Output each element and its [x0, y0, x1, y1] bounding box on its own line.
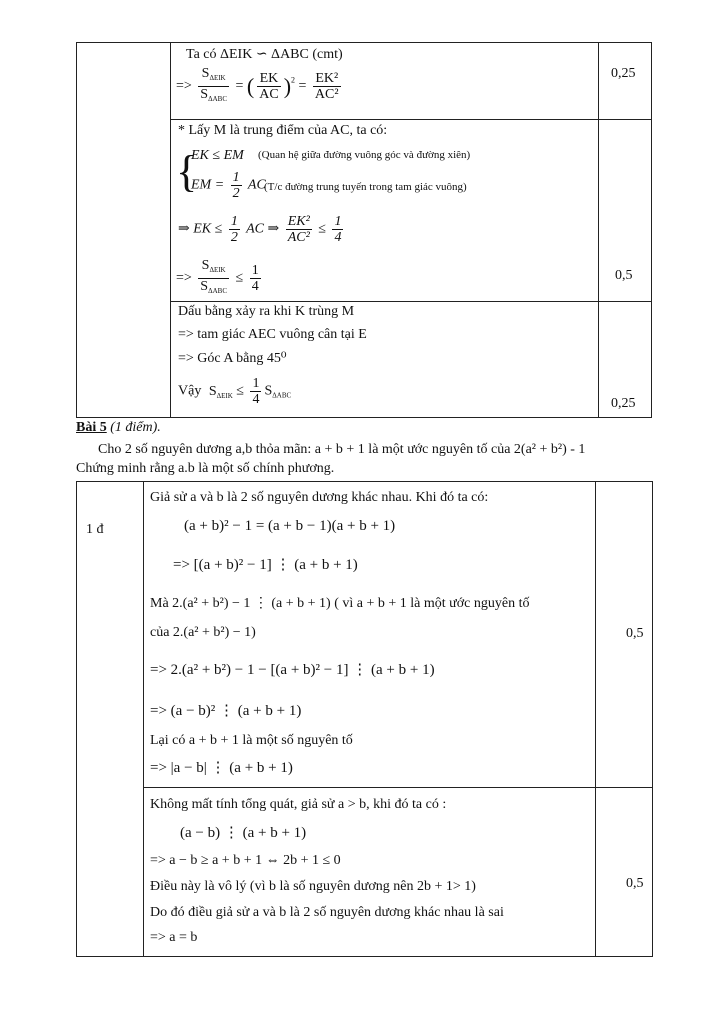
t1-row-divider-1: [170, 119, 652, 120]
t1-row-divider-2: [170, 301, 652, 302]
t1-top-border: [76, 42, 652, 43]
t1-r2-brace: {: [176, 147, 198, 196]
t1-col-divider-1: [170, 42, 171, 418]
t1-r1-line1: Ta có ΔEIK ∽ ΔABC (cmt): [186, 47, 343, 62]
t1-r1-arrow: =>: [176, 78, 192, 94]
t1-r3-line2: => tam giác AEC vuông cân tại E: [178, 327, 367, 342]
t2-b1-cua: của 2.(a² + b²) − 1): [150, 625, 256, 640]
t1-r2-implication: ⇒ EK ≤ $\frac{1}{2}$ AC ⇒ $\frac{\text{EK²}}{\text{AC²}}$ ≤ $\frac{1}{4}$: [178, 214, 342, 245]
bai5-statement-line1: Cho 2 số nguyên dương a,b thỏa mãn: a + b + 1 là một ước nguyên tố của 2(a² + b²) - 1: [98, 442, 586, 457]
t1-r2-score: 0,5: [615, 268, 633, 283]
t2-b1-laico: Lại có a + b + 1 là một số nguyên tố: [150, 733, 353, 748]
t2-col-divider-1: [143, 481, 144, 957]
t2-b1-eq5: => |a − b| ⋮ (a + b + 1): [150, 760, 293, 776]
t2-col-divider-2: [595, 481, 596, 957]
t1-r2-case1-note: (Quan hệ giữa đường vuông góc và đường xiên): [258, 149, 471, 161]
t1-bottom-border: [76, 417, 652, 418]
t2-b1-ma: Mà 2.(a² + b²) − 1 ⋮ (a + b + 1) ( vì a + b + 1 là một ước nguyên tố: [150, 596, 530, 611]
bai5-statement-line2: Chứng minh rằng a.b là một số chính phương.: [76, 461, 335, 476]
t1-r1-formula: => $\frac{S_{\Delta EIK}}{S_{\Delta ABC}}$ = ( $\frac{EK}{AC}$ )$^2$ = $\frac{\text{EK²}}{\text{AC²}}$: [176, 66, 344, 107]
t2-b2-intro: Không mất tính tổng quát, giả sử a > b, khi đó ta có :: [150, 797, 447, 812]
t2-b1-score: 0,5: [626, 626, 644, 641]
t1-r3-conclusion: Vậy $S_{\Delta EIK}$ ≤ $\frac{1}{4}$ $S_{\Delta ABC}$: [178, 376, 292, 407]
t2-b2-l3: Điều này là vô lý (vì b là số nguyên dương nên 2b + 1> 1): [150, 879, 476, 894]
t1-r2-case2-math: EM = $\frac{1}{2}$ AC: [191, 170, 266, 201]
t2-right-border: [652, 481, 653, 957]
t1-col-divider-2: [598, 42, 599, 418]
t1-r3-line1: Dấu bằng xảy ra khi K trùng M: [178, 304, 355, 319]
bai5-points: (1 điểm).: [110, 420, 161, 435]
t1-r1-square-ratio: $\frac{\text{EK²}}{\text{AC²}}$: [314, 71, 339, 102]
t1-r2-case1-math: EK ≤ EM: [191, 148, 244, 163]
t1-left-border: [76, 42, 77, 418]
t2-top-border: [76, 481, 653, 482]
t1-r2-intro: * Lấy M là trung điểm của AC, ta có:: [178, 123, 388, 138]
t2-b1-eq4: => (a − b)² ⋮ (a + b + 1): [150, 703, 302, 719]
t1-r3-score: 0,25: [611, 396, 636, 411]
t1-r1-score: 0,25: [611, 66, 636, 81]
bai5-heading: [76, 420, 161, 436]
t2-b2-l5: => a = b: [150, 930, 198, 945]
t2-b2-eq2: => a − b ≥ a + b + 1 ⇔ 2b + 1 ≤ 0: [150, 853, 341, 868]
t1-r1-side-ratio: $\frac{EK}{AC}$: [259, 71, 279, 102]
t2-b1-eq2: => [(a + b)² − 1] ⋮ (a + b + 1): [173, 557, 358, 573]
t1-r1-area-ratio: $\frac{S_{\Delta EIK}}{S_{\Delta ABC}}$: [198, 66, 229, 107]
t2-b1-intro: Giả sử a và b là 2 số nguyên dương khác nhau. Khi đó ta có:: [150, 490, 489, 505]
bai5-title: Bài 5: [76, 420, 107, 435]
t2-b1-eq3: => 2.(a² + b²) − 1 − [(a + b)² − 1] ⋮ (a + b + 1): [150, 662, 435, 678]
t1-right-border: [651, 42, 652, 418]
t2-bottom-border: [76, 956, 653, 957]
t1-r3-line3: => Góc A bằng 45⁰: [178, 351, 287, 366]
t2-label: 1 đ: [86, 522, 104, 537]
t2-b2-l4: Do đó điều giả sử a và b là 2 số nguyên dương khác nhau là sai: [150, 905, 504, 920]
t2-b1-eq1: (a + b)² − 1 = (a + b − 1)(a + b + 1): [184, 518, 396, 534]
t2-b2-score: 0,5: [626, 876, 644, 891]
t2-row-divider: [143, 787, 653, 788]
t1-r2-area-bound: => $\frac{S_{\Delta EIK}}{S_{\Delta ABC}}$ ≤ $\frac{1}{4}$: [176, 258, 264, 299]
t2-left-border: [76, 481, 77, 957]
t1-r2-case2-note: (T/c đường trung tuyến trong tam giác vuông): [264, 181, 467, 193]
t2-b2-eq1: (a − b) ⋮ (a + b + 1): [180, 825, 307, 841]
